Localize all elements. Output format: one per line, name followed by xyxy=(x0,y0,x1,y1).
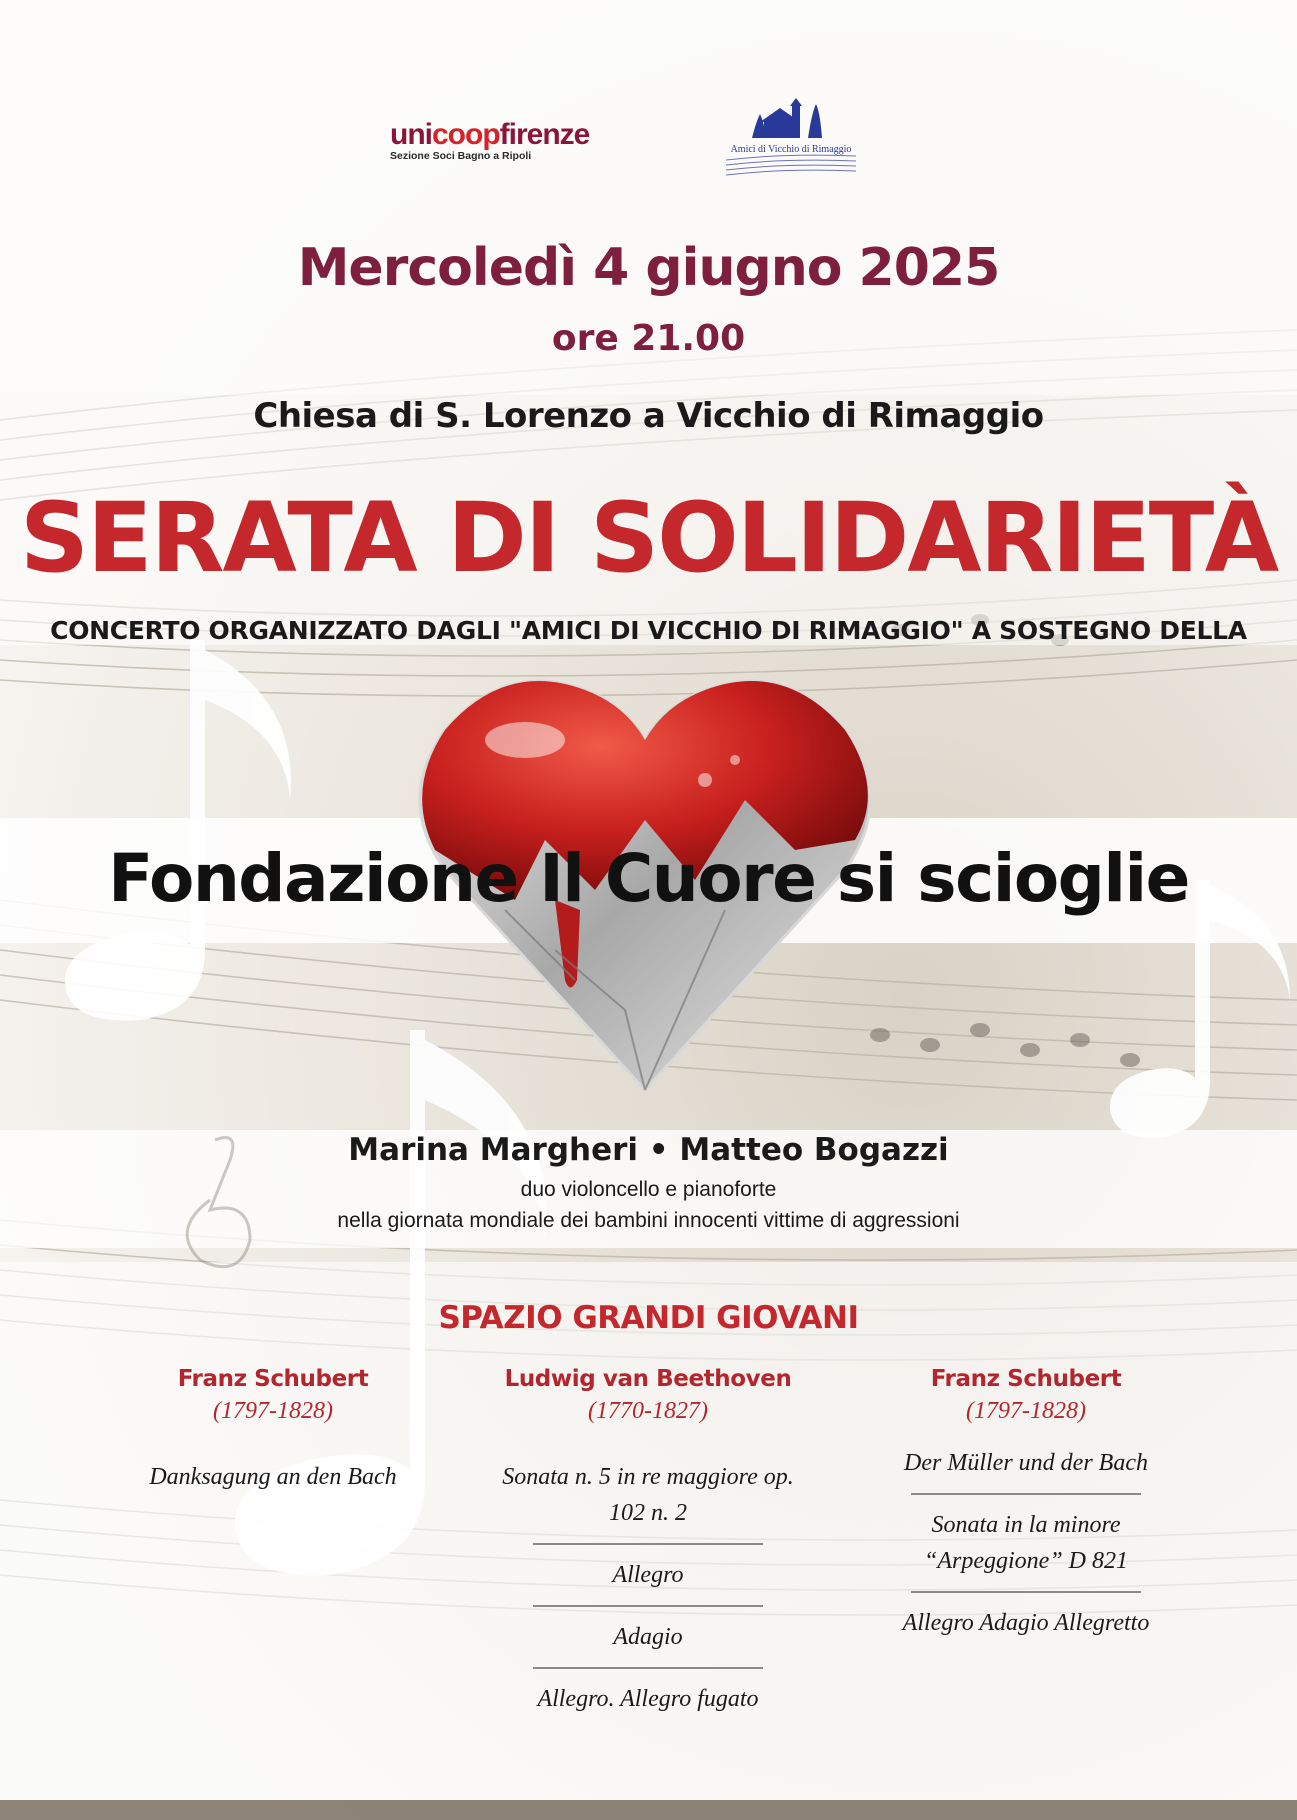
program-column-3 xyxy=(826,1366,1226,1641)
music-note-icon xyxy=(65,640,205,1021)
music-note-icon xyxy=(1110,880,1210,1138)
divider xyxy=(911,1493,1141,1495)
logo-subtitle: Sezione Soci Bagno a Ripoli xyxy=(390,150,532,162)
composer-years: (1797-1828) xyxy=(966,1398,1086,1424)
program-column-1 xyxy=(73,1366,473,1495)
foundation-name: Fondazione Il Cuore si scioglie xyxy=(108,840,1189,917)
divider xyxy=(911,1591,1141,1593)
composer-name: Franz Schubert xyxy=(177,1366,369,1392)
piece-title: Sonata n. 5 in re maggiore op. 102 n. 2 xyxy=(502,1464,794,1526)
logo-word-coop: coop xyxy=(432,118,500,151)
amici-logo xyxy=(716,98,866,190)
amici-logo-text: Amici di Vicchio di Rimaggio xyxy=(730,144,852,155)
event-date: Mercoledì 4 giugno 2025 xyxy=(297,238,1000,298)
program-heading: SPAZIO GRANDI GIOVANI xyxy=(438,1300,859,1336)
movement-title: Allegro xyxy=(612,1562,684,1588)
divider xyxy=(533,1605,763,1607)
ensemble: duo violoncello e pianoforte xyxy=(520,1178,777,1201)
event-title: SERATA DI SOLIDARIETÀ xyxy=(19,482,1278,594)
movement-title: Allegro. Allegro fugato xyxy=(537,1686,759,1712)
piece-title: Danksagung an den Bach xyxy=(149,1464,397,1490)
divider xyxy=(533,1667,763,1669)
composer-years: (1797-1828) xyxy=(213,1398,333,1424)
performers: Marina Margheri • Matteo Bogazzi xyxy=(348,1132,949,1168)
movement-title: Adagio xyxy=(613,1624,683,1650)
divider xyxy=(533,1543,763,1545)
logo-word-firenze: firenze xyxy=(499,118,590,151)
event-time: ore 21.00 xyxy=(551,318,746,359)
program-column-2 xyxy=(448,1366,848,1717)
composer-years: (1770-1827) xyxy=(588,1398,708,1424)
unicoop-logo xyxy=(390,118,589,162)
piece-title: Der Müller und der Bach xyxy=(904,1450,1148,1476)
logo-word-uni: uni xyxy=(390,118,432,151)
event-venue: Chiesa di S. Lorenzo a Vicchio di Rimaggio xyxy=(253,396,1044,436)
composer-name: Ludwig van Beethoven xyxy=(504,1366,792,1392)
movement-title: Allegro Adagio Allegretto xyxy=(902,1610,1150,1636)
piece-title: Sonata in la minore “Arpeggione” D 821 xyxy=(924,1512,1128,1574)
composer-name: Franz Schubert xyxy=(930,1366,1122,1392)
event-subtitle: CONCERTO ORGANIZZATO DAGLI "AMICI DI VICCHIO DI RIMAGGIO" A SOSTEGNO DELLA xyxy=(50,616,1247,645)
occasion: nella giornata mondiale dei bambini innocenti vittime di aggressioni xyxy=(337,1209,960,1232)
